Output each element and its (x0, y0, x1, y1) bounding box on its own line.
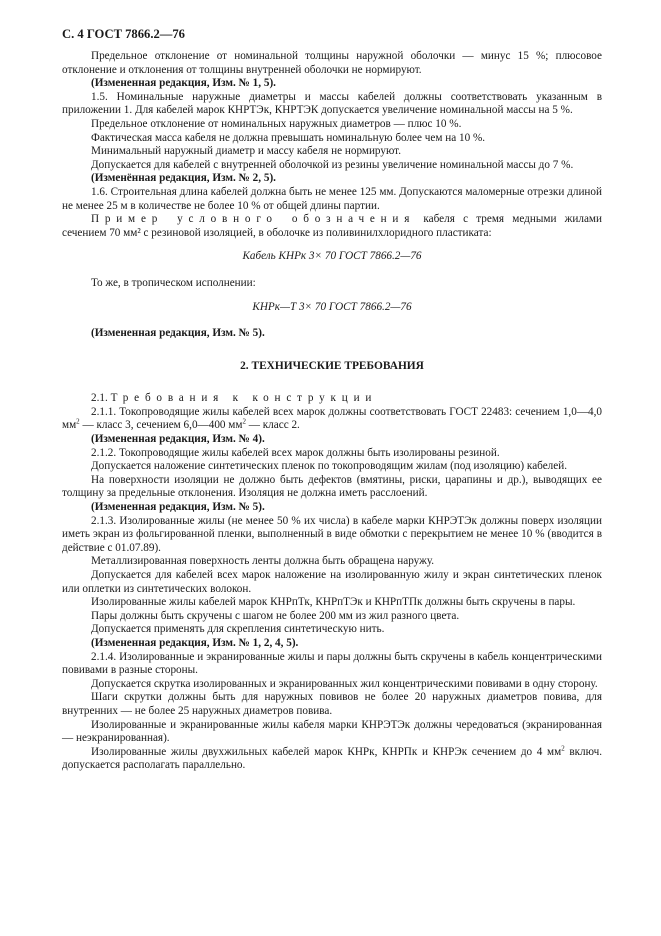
paragraph-text: — класс 3, сечением 6,0—400 мм (79, 419, 243, 432)
paragraph: 1.6. Строительная длина кабелей должна быть не менее 125 мм. Допускаются маломерные отрезки длиной не менее 25 м в количестве не более 10 % от общей длины партии. (62, 185, 602, 212)
paragraph-text: включ. допускается располагать параллельно. (62, 745, 602, 772)
paragraph: Минимальный наружный диаметр и массу кабеля не нормируют. (91, 145, 402, 158)
paragraph-text: Изолированные жилы двухжильных кабелей марок КНРк, КНРПк и КНРЭк сечением до 4 мм (91, 745, 562, 758)
page-header: С. 4 ГОСТ 7866.2—76 (62, 27, 185, 41)
revision-note: (Измененная редакция, Изм. № 1, 5). (91, 77, 276, 90)
subsection-number: 2.1. (91, 392, 111, 405)
paragraph: Допускается для кабелей всех марок наложение на изолированную жилу и экран синтетических пленок или оплетки из синтетических волокон. (62, 569, 602, 595)
paragraph-text: кабеля с тремя медными жилами сечением 70 мм² с резиновой изоляцией, в оболочке из поливинилхлоридного пластиката: (62, 213, 602, 239)
paragraph: Предельное отклонение от номинальных наружных диаметров — плюс 10 %. (91, 117, 462, 130)
paragraph: На поверхности изоляции не должно быть дефектов (вмятины, риски, царапины и др.), выводящих ее толщину за предельные отклонения. Изоляция не должна иметь расслоений. (62, 473, 602, 500)
paragraph-designation-example (62, 213, 602, 240)
paragraph: Фактическая масса кабеля не должна превышать номинальную более чем на 10 %. (91, 131, 486, 144)
paragraph: 2.1.4. Изолированные и экранированные жилы и пары должны быть скручены в кабель концентрическими повивами в разные стороны. (62, 650, 602, 677)
paragraph: Пары должны быть скручены с шагом не более 200 мм из жил разного цвета. (91, 609, 460, 622)
revision-note: (Измененная редакция, Изм. № 4). (91, 433, 265, 446)
paragraph: Изолированные и экранированные жилы кабеля марки КНРЭТЭк должны чередоваться (экранированная — неэкранированная). (62, 718, 602, 745)
revision-note: (Измененная редакция, Изм. № 5). (91, 327, 265, 340)
superscript: 2 (76, 417, 80, 426)
paragraph: Допускается для кабелей с внутренней оболочкой из резины увеличение номинальной массы до 7 %. (91, 158, 574, 171)
spaced-text: Требования к конструкции (110, 392, 378, 405)
paragraph-text: — класс 2. (245, 419, 300, 432)
superscript: 2 (242, 417, 246, 426)
paragraph: Предельное отклонение от номинальной толщины наружной оболочки — минус 15 %; плюсовое отклонение и отклонения от толщины внутренней оболочки не нормируют. (62, 50, 602, 76)
paragraph-text: 2.1.1. Токопроводящие жилы кабелей всех марок должны соответствовать ГОСТ 22483: сечением 1,0—4,0 мм (62, 405, 602, 432)
spaced-text: Пример условного обозначения (91, 213, 416, 226)
paragraph: Допускается применять для скрепления синтетическую нить. (91, 623, 385, 636)
paragraph: 2.1.2. Токопроводящие жилы кабелей всех марок должны быть изолированы резиной. (91, 446, 500, 459)
paragraph: 2.1.3. Изолированные жилы (не менее 50 % их числа) в кабеле марки КНРЭТЭк должны поверх изоляции иметь экран из фольгированной пленки, выполненный в виде обмотки с перекрытием не менее 10 % (вводится в действие с 01.07.89). (62, 514, 602, 554)
revision-note: (Измененная редакция, Изм. № 1, 2, 4, 5). (91, 636, 299, 649)
paragraph (62, 743, 602, 773)
paragraph: Допускается скрутка изолированных и экранированных жил концентрическими повивами в одну сторону. (91, 677, 598, 690)
designation-formula: КНРк—Т 3× 70 ГОСТ 7866.2—76 (252, 300, 412, 313)
paragraph: Изолированные жилы кабелей марок КНРпТк, КНРпТЭк и КНРпТПк должны быть скручены в пары. (91, 596, 576, 609)
revision-note: (Изменённая редакция, Изм. № 2, 5). (91, 172, 276, 185)
paragraph: Металлизированная поверхность ленты должна быть обращена наружу. (91, 555, 435, 568)
subsection-title (62, 392, 602, 406)
section-title: 2. ТЕХНИЧЕСКИЕ ТРЕБОВАНИЯ (240, 359, 424, 372)
paragraph: Шаги скрутки должны быть для наружных повивов не более 20 наружных диаметров повива, для внутренних — не более 25 наружных диаметров повива. (62, 691, 602, 717)
designation-formula: Кабель КНРк 3× 70 ГОСТ 7866.2—76 (242, 250, 422, 263)
document-body (62, 50, 602, 773)
paragraph: Допускается наложение синтетических пленок по токопроводящим жилам (под изоляцию) кабелей. (91, 460, 568, 473)
paragraph (62, 406, 602, 433)
paragraph: 1.5. Номинальные наружные диаметры и массы кабелей должны соответствовать указанным в приложении 1. Для кабелей марок КНРТЭк, КНРТЭК допускается увеличение номинальной массы на 5 %. (62, 90, 602, 117)
superscript: 2 (561, 743, 565, 752)
document-page (62, 26, 602, 773)
revision-note: (Измененная редакция, Изм. № 5). (91, 501, 265, 514)
paragraph: То же, в тропическом исполнении: (91, 276, 256, 289)
